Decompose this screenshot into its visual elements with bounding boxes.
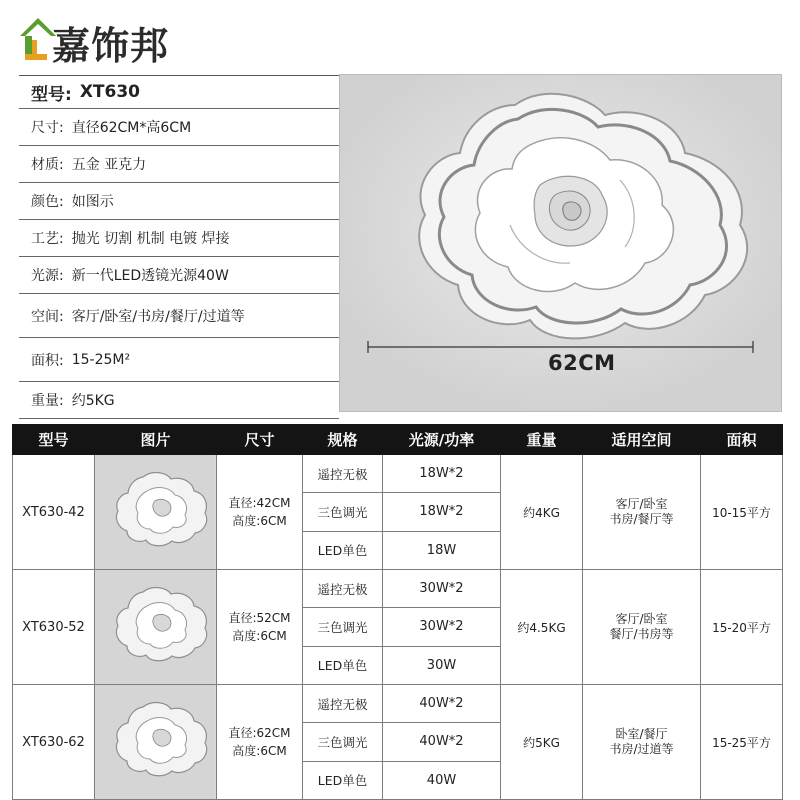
space-line: 客厅/卧室 (615, 612, 668, 626)
rose-lamp-thumbnail-icon (95, 570, 215, 684)
table-row (13, 455, 783, 493)
spec-value: 约5KG (71, 393, 115, 409)
brand-name: 嘉饰邦 (52, 24, 170, 68)
cell-space (583, 570, 701, 685)
header-weight: 重量 (501, 425, 583, 455)
cell-power: 30W (383, 646, 501, 684)
spec-row-size (19, 109, 339, 146)
spec-value: 客厅/卧室/书房/餐厅/过道等 (71, 308, 245, 325)
cell-image (95, 570, 217, 685)
cell-size (217, 570, 303, 685)
size-diameter: 直径:62CM (228, 726, 291, 740)
spec-label: 尺寸: (31, 120, 64, 136)
cell-area: 15-25平方 (701, 685, 783, 800)
header-spec: 规格 (303, 425, 383, 455)
cell-area: 10-15平方 (701, 455, 783, 570)
dimension-label: 62CM (548, 351, 616, 375)
rose-lamp-thumbnail-icon (95, 455, 215, 569)
space-line: 客厅/卧室 (615, 497, 668, 511)
cell-weight: 约4.5KG (501, 570, 583, 685)
rose-lamp-thumbnail-icon (95, 685, 215, 799)
cell-image (95, 455, 217, 570)
spec-label: 材质: (31, 157, 64, 173)
size-diameter: 直径:52CM (228, 611, 291, 625)
header-model: 型号 (13, 425, 95, 455)
cell-spec: LED单色 (303, 761, 383, 799)
spec-label: 空间: (31, 308, 64, 325)
cell-spec: 遥控无极 (303, 455, 383, 493)
cell-size (217, 685, 303, 800)
spec-row-material (19, 146, 339, 183)
size-height: 高度:6CM (232, 744, 287, 758)
space-line: 书房/过道等 (609, 742, 674, 756)
cell-power: 30W*2 (383, 570, 501, 608)
cell-spec: LED单色 (303, 531, 383, 569)
space-line: 书房/餐厅等 (609, 512, 674, 526)
header-size: 尺寸 (217, 425, 303, 455)
cell-power: 18W*2 (383, 493, 501, 531)
cell-power: 40W*2 (383, 685, 501, 723)
cell-power: 30W*2 (383, 608, 501, 646)
cell-spec: LED单色 (303, 646, 383, 684)
cell-image (95, 685, 217, 800)
table-row (13, 685, 783, 723)
spec-value: 抛光 切割 机制 电镀 焊接 (71, 231, 230, 247)
header-space: 适用空间 (583, 425, 701, 455)
space-line: 卧室/餐厅 (615, 727, 668, 741)
cell-spec: 三色调光 (303, 723, 383, 761)
header-power: 光源/功率 (383, 425, 501, 455)
size-diameter: 直径:42CM (228, 496, 291, 510)
spec-value: 如图示 (71, 194, 114, 210)
spec-label: 颜色: (31, 194, 64, 210)
cell-power: 18W*2 (383, 455, 501, 493)
spec-value: 新一代LED透镜光源40W (71, 268, 229, 284)
cell-size (217, 455, 303, 570)
cell-area: 15-20平方 (701, 570, 783, 685)
cell-space (583, 685, 701, 800)
cell-spec: 遥控无极 (303, 570, 383, 608)
brand-logo (18, 14, 218, 72)
spec-row-space (19, 294, 339, 338)
spec-value: 直径62CM*高6CM (71, 120, 192, 136)
space-line: 餐厅/书房等 (609, 627, 674, 641)
header-area: 面积 (701, 425, 783, 455)
cell-power: 18W (383, 531, 501, 569)
cell-model: XT630-62 (13, 685, 95, 800)
cell-weight: 约4KG (501, 455, 583, 570)
spec-label: 型号: (31, 84, 72, 105)
cell-model: XT630-42 (13, 455, 95, 570)
table-row (13, 570, 783, 608)
spec-row-light-source (19, 257, 339, 294)
cell-spec: 三色调光 (303, 493, 383, 531)
spec-row-weight (19, 382, 339, 419)
size-height: 高度:6CM (232, 629, 287, 643)
cell-spec: 三色调光 (303, 608, 383, 646)
table-header-row (13, 425, 783, 455)
cell-power: 40W (383, 761, 501, 799)
cell-space (583, 455, 701, 570)
spec-row-craft (19, 220, 339, 257)
spec-label: 工艺: (31, 231, 64, 247)
header-image: 图片 (95, 425, 217, 455)
spec-table (19, 75, 339, 419)
spec-value: 五金 亚克力 (71, 157, 147, 173)
cell-weight: 约5KG (501, 685, 583, 800)
spec-value: XT630 (79, 82, 141, 102)
size-height: 高度:6CM (232, 514, 287, 528)
product-image (339, 74, 782, 412)
spec-label: 面积: (31, 352, 64, 369)
product-table (12, 424, 783, 800)
spec-row-color (19, 183, 339, 220)
spec-row-model (19, 76, 339, 109)
spec-row-area (19, 338, 339, 382)
cell-model: XT630-52 (13, 570, 95, 685)
cell-power: 40W*2 (383, 723, 501, 761)
cell-spec: 遥控无极 (303, 685, 383, 723)
spec-label: 光源: (31, 268, 64, 284)
spec-label: 重量: (31, 393, 64, 409)
spec-value: 15-25M² (71, 351, 131, 368)
